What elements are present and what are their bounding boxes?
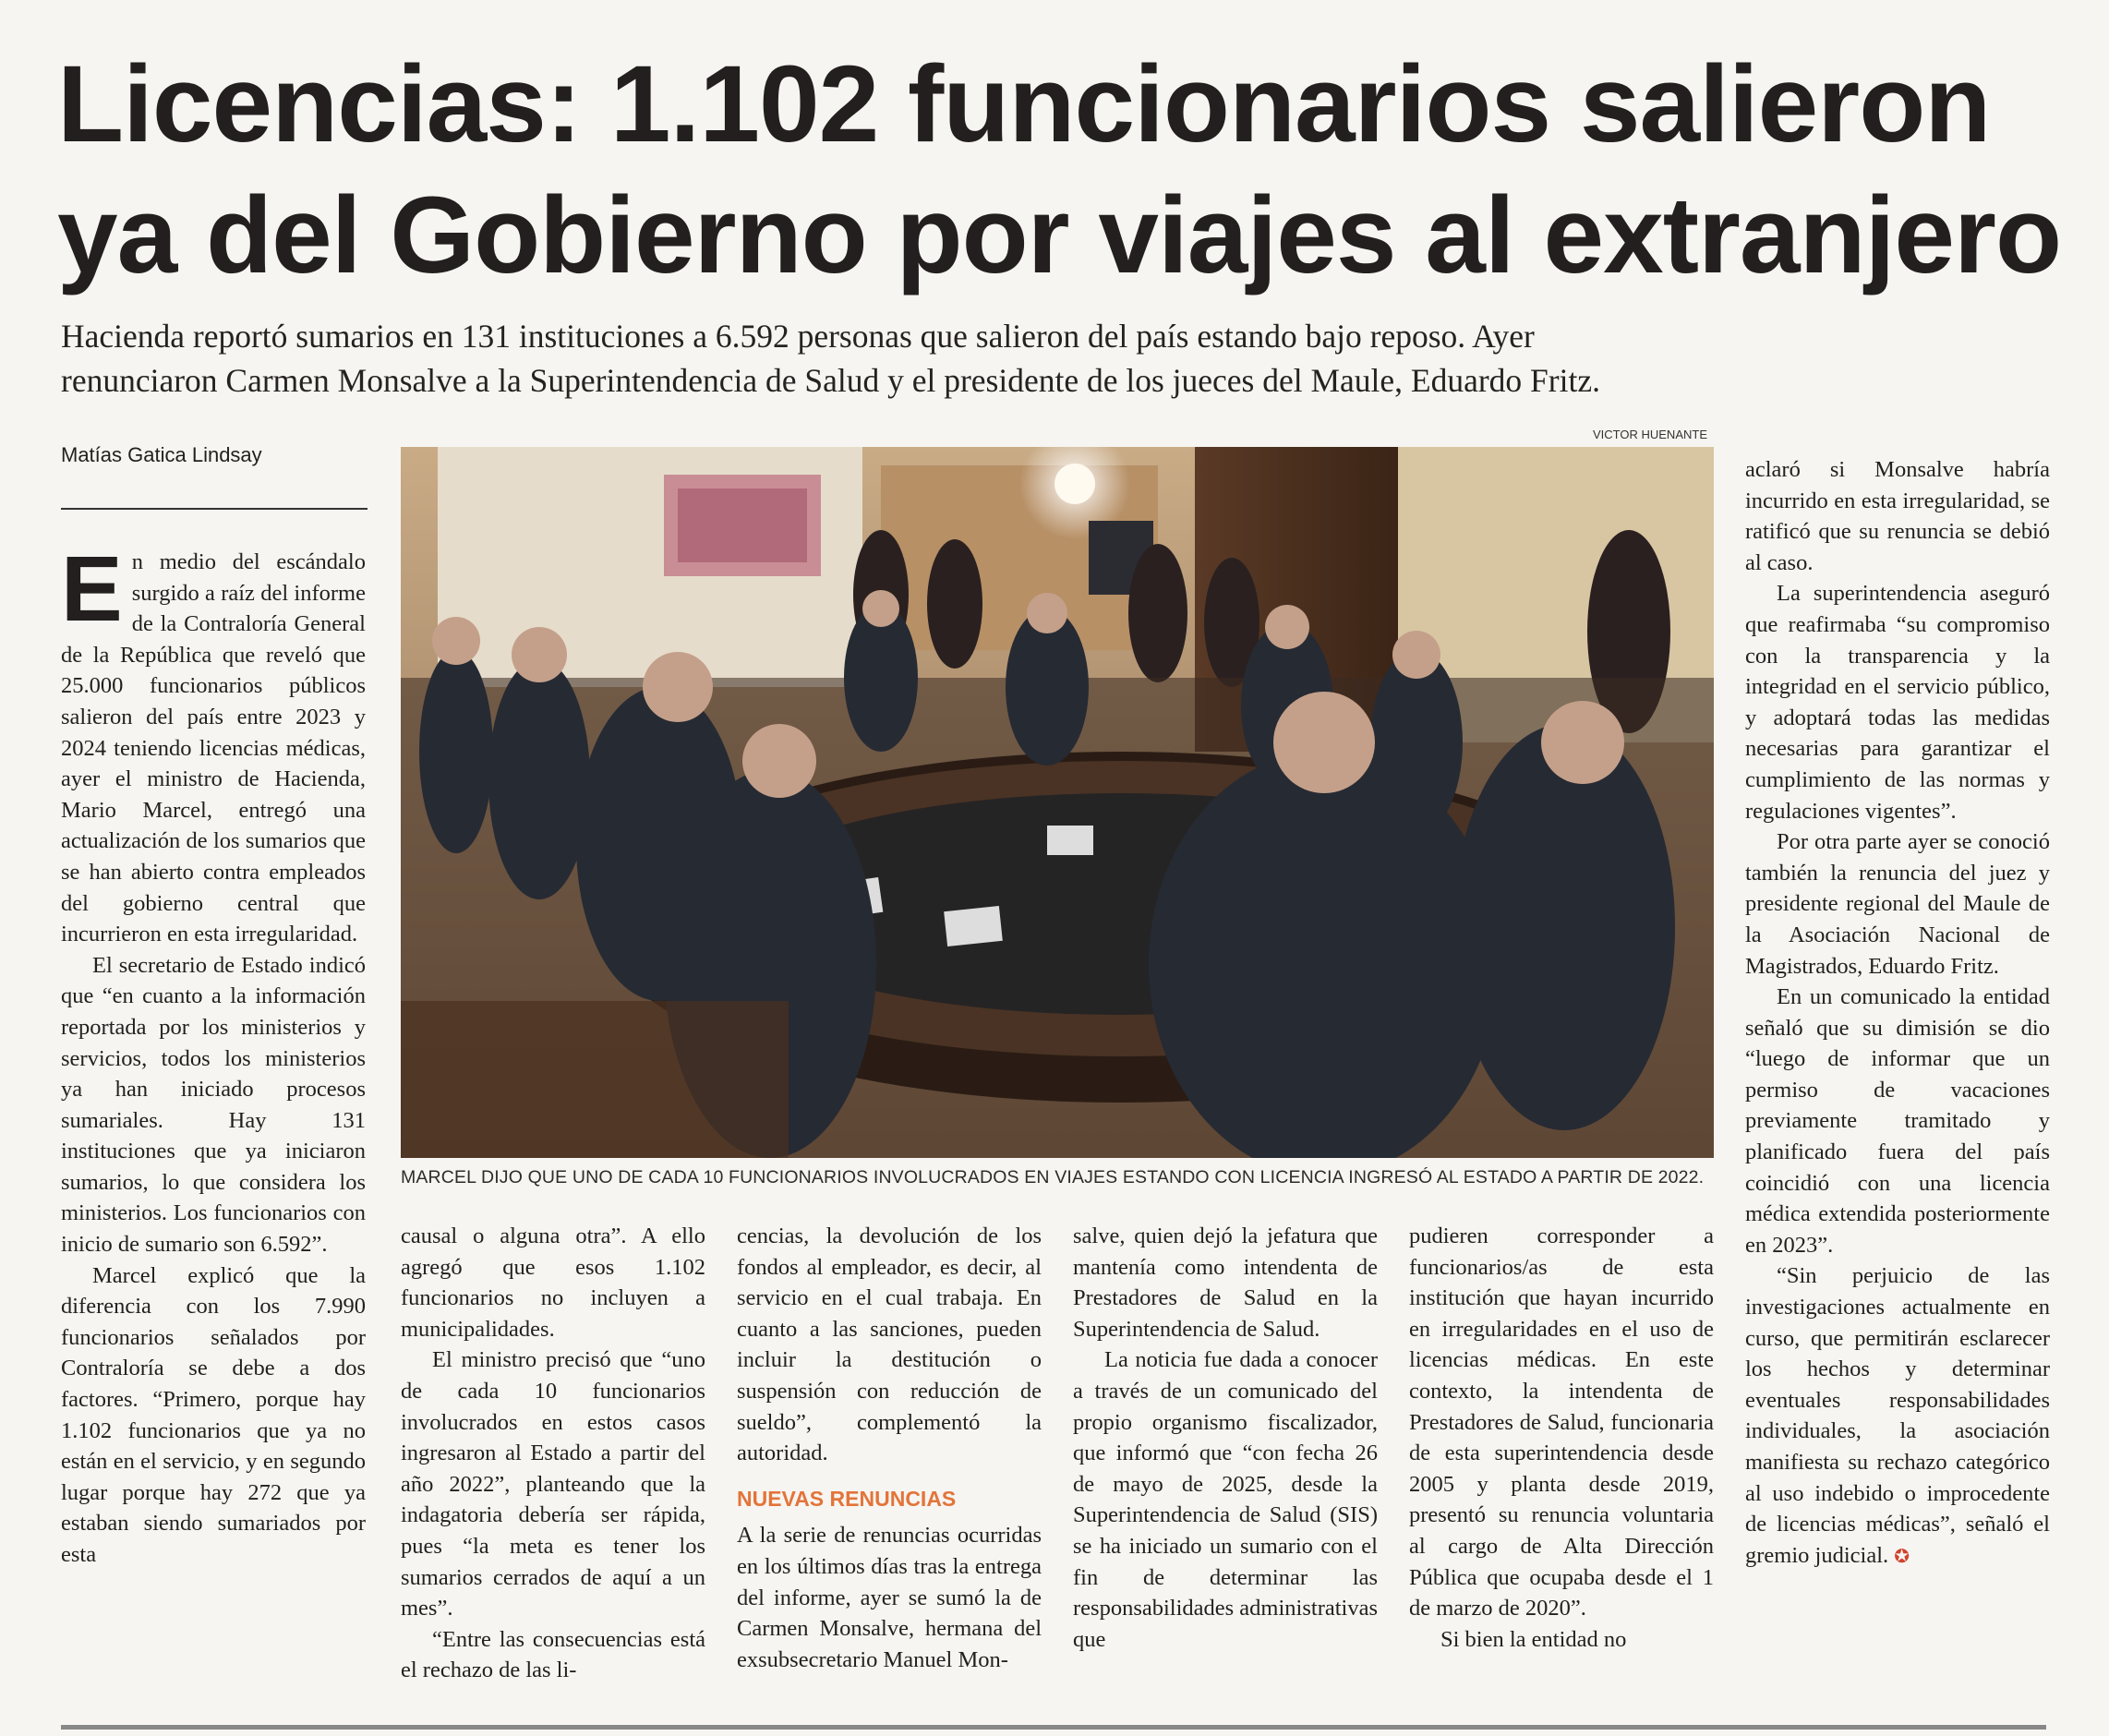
- article-column-1: [61, 537, 366, 1571]
- paragraph: salve, quien dejó la jefatura que mantenía como intendenta de Prestadores de Salud en la Superintendencia de Salud.: [1073, 1224, 1378, 1342]
- paragraph: pudieren corresponder a funcionarios/as de esta institución que hayan incurrido en irregularidades en el uso de licencias médicas. En este contexto, la intendenta de Prestadores de Salud, funcionaria de esta superintendencia desde 2005 y planta desde 2019, presentó su renuncia voluntaria al cargo de Alta Dirección Pública que ocupaba desde el 1 de marzo de 2020”.: [1409, 1224, 1714, 1621]
- article-column-5: [1409, 1221, 1714, 1655]
- drop-cap: E: [61, 537, 123, 641]
- article-column-2: [401, 1221, 705, 1686]
- paragraph: “Sin perjuicio de las investigaciones actualmente en curso, que permitirán esclarecer los hechos y determinar eventuales responsabilidades individuales, la asociación manifiesta su rechazo categórico al uso indebido o improcedente de licencias médicas”, señaló el gremio judicial.: [1745, 1263, 2050, 1568]
- article-column-6: [1745, 454, 2050, 1573]
- paragraph: Marcel explicó que la diferencia con los 7.990 funcionarios señalados por Contraloría se debe a dos factores. “Primero, porque hay 1.102 funcionarios que ya no están en el servicio, y en segundo lugar porque hay 272 que ya estaban siendo sumariados por esta: [61, 1262, 366, 1567]
- article-column-3: [737, 1221, 1042, 1675]
- paragraph: El secretario de Estado indicó que “en cuanto a la información reportada por los ministerios y servicios, todos los ministerios ya han iniciado procesos sumariales. Hay 131 instituciones que ya iniciaron sumarios, lo que considera los ministerios. Los funcionarios con inicio de sumario son 6.592”.: [61, 952, 366, 1258]
- photo-caption: MARCEL DIJO QUE UNO DE CADA 10 FUNCIONARIOS INVOLUCRADOS EN VIAJES ESTANDO CON LICENCIA INGRESÓ AL ESTADO A PARTIR DE 2022.: [401, 1167, 1705, 1187]
- paragraph: “Entre las consecuencias está el rechazo de las li-: [401, 1626, 705, 1683]
- paragraph: A la serie de renuncias ocurridas en los últimos días tras la entrega del informe, ayer se sumó la de Carmen Monsalve, hermana del exsubsecretario Manuel Mon-: [737, 1523, 1042, 1672]
- paragraph: En un comunicado la entidad señaló que su dimisión se dio “luego de informar que un permiso de vacaciones previamente tramitado y planificado fuera del país coincidió con una licencia médica extendida posteriormente en 2023”.: [1745, 984, 2050, 1258]
- meeting-photo-illustration: [401, 447, 1714, 1158]
- news-photo: [401, 447, 1714, 1158]
- paragraph: aclaró si Monsalve habría incurrido en esta irregularidad, se ratificó que su renuncia se debió al caso.: [1745, 457, 2050, 575]
- byline: Matías Gatica Lindsay: [61, 443, 262, 466]
- headline-line-1: Licencias: 1.102 funcionarios salieron: [57, 43, 1991, 165]
- headline: [57, 39, 2070, 301]
- paragraph: Por otra parte ayer se conoció también la renuncia del juez y presidente regional del Maule de la Asociación Nacional de Magistrados, Eduardo Fritz.: [1745, 829, 2050, 979]
- paragraph: Si bien la entidad no: [1440, 1626, 1627, 1652]
- paragraph: n medio del escándalo surgido a raíz del informe de la Contraloría General de la República que reveló que 25.000 funcionarios públicos salieron del país entre 2023 y 2024 teniendo licencias médicas, ayer el ministro de Hacienda, Mario Marcel, entregó una actualización de los sumarios que se han abierto contra empleados del gobierno central que incurrieron en esta irregularidad.: [61, 549, 366, 947]
- end-mark-icon: ✪: [1894, 1546, 1910, 1567]
- byline-divider: [61, 508, 368, 510]
- section-subhead: NUEVAS RENUNCIAS: [737, 1486, 957, 1511]
- paragraph: La noticia fue dada a conocer a través de un comunicado del propio organismo fiscalizador, que informó que “con fecha 26 de mayo de 2025, desde la Superintendencia de Salud (SIS) se ha iniciado un sumario con el fin de determinar las responsabilidades administrativas que: [1073, 1347, 1378, 1652]
- paragraph: causal o alguna otra”. A ello agregó que esos 1.102 funcionarios no incluyen a municipalidades.: [401, 1224, 705, 1342]
- paragraph: El ministro precisó que “uno de cada 10 funcionarios involucrados en estos casos ingresaron al Estado a partir del año 2022”, planteando que la indagatoria debería ser rápida, pues “la meta es tener los sumarios cerrados de aquí a un mes”.: [401, 1347, 705, 1621]
- deck-line-2: renunciaron Carmen Monsalve a la Superintendencia de Salud y el presidente de los jueces del Maule, Eduardo Fritz.: [61, 362, 1600, 399]
- deck: [61, 314, 2065, 403]
- paragraph: La superintendencia aseguró que reafirmaba “su compromiso con la transparencia y la integridad en el servicio público, y adoptará todas las medidas necesarias para garantizar el cumplimiento de las normas y regulaciones vigentes”.: [1745, 581, 2050, 824]
- article-column-4: [1073, 1221, 1378, 1655]
- photo-credit: VICTOR HUENANTE: [1593, 428, 1707, 441]
- deck-line-1: Hacienda reportó sumarios en 131 instituciones a 6.592 personas que salieron del país estando bajo reposo. Ayer: [61, 318, 1535, 355]
- paragraph: cencias, la devolución de los fondos al empleador, es decir, al servicio en el cual trabaja. En cuanto a las sanciones, pueden incluir la destitución o suspensión con reducción de sueldo”, complementó la autoridad.: [737, 1224, 1042, 1466]
- bottom-divider: [61, 1725, 2046, 1730]
- headline-line-2: ya del Gobierno por viajes al extranjero: [57, 175, 2062, 296]
